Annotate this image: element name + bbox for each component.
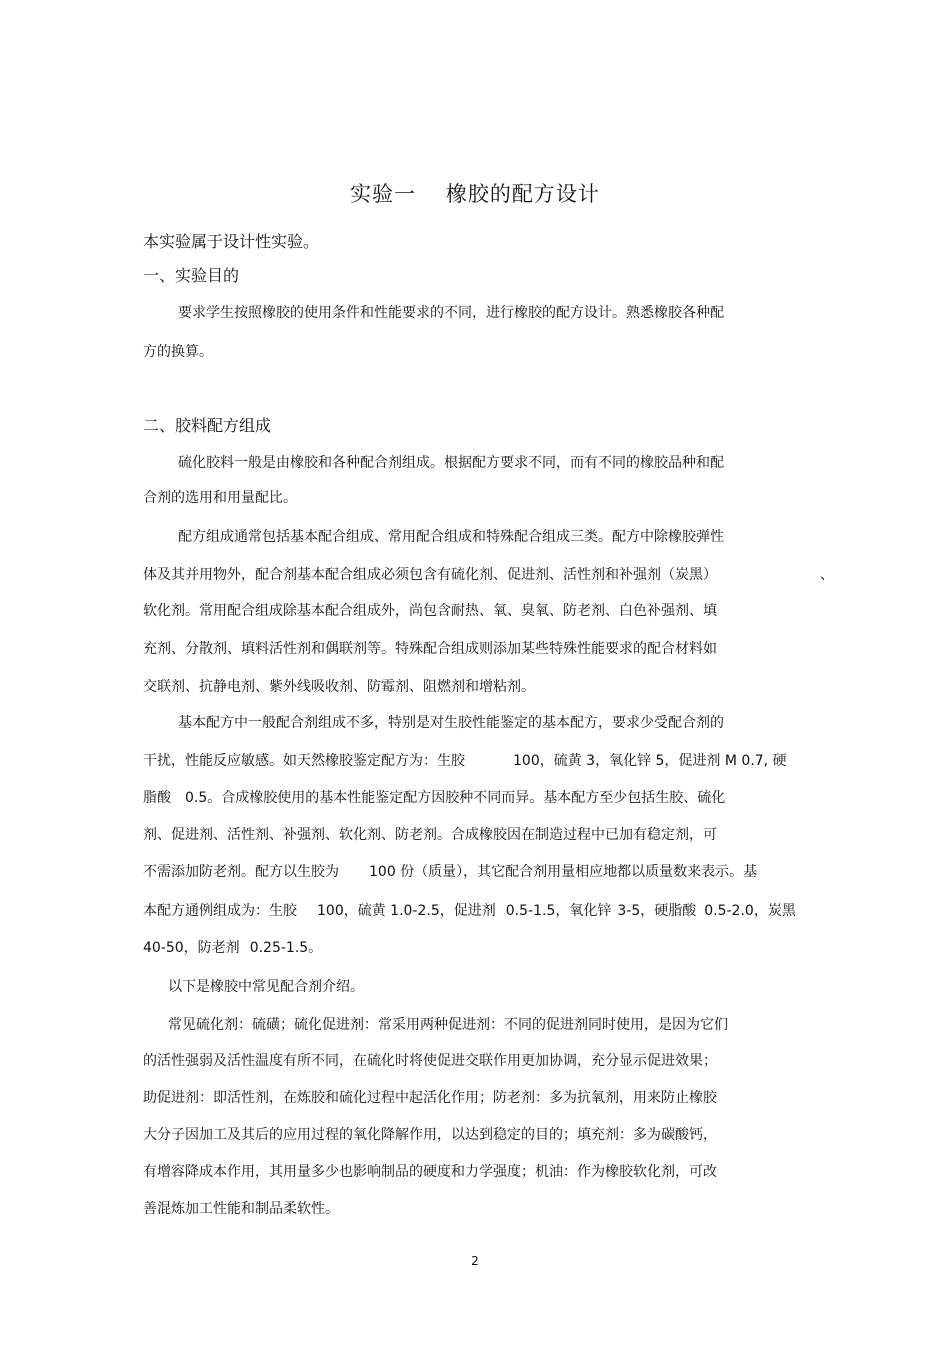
p3-line-4: 剂、促进剂、活性剂、补强剂、软化剂、防老剂。合成橡胶因在制造过程中已加有稳定剂，可 (143, 827, 717, 843)
p2-line-2: 体及其并用物外，配合剂基本配合组成必须包含有硫化剂、促进剂、活性剂和补强剂（炭黑） (143, 567, 717, 583)
section1-heading: 一、实验目的 (143, 266, 240, 285)
p4-line: 以下是橡胶中常见配合剂介绍。 (168, 979, 364, 995)
p3-line-2 (143, 750, 787, 770)
p2-line-1: 配方组成通常包括基本配合组成、常用配合组成和特殊配合组成三类。配方中除橡胶弹性 (178, 529, 724, 545)
p3-line-2-a: 干扰，性能反应敏感。如天然橡胶鉴定配方为：生胶 (143, 753, 465, 769)
intro-line: 本实验属于设计性实验。 (143, 232, 320, 251)
p3-line-7-a: 40-50，防老剂 (143, 940, 240, 956)
p3-line-6-d: 3-5，硬脂酸 (617, 903, 697, 919)
section1-line-1: 要求学生按照橡胶的使用条件和性能要求的不同，进行橡胶的配方设计。熟悉橡胶各种配 (178, 305, 724, 321)
p3-line-5 (143, 861, 757, 881)
document-title: 实验一 橡胶的配方设计 (350, 182, 600, 206)
p3-line-6-b: 100，硫黄 1.0-2.5，促进剂 (317, 903, 496, 919)
p1-line-1: 硫化胶料一般是由橡胶和各种配合剂组成。根据配方要求不同，而有不同的橡胶品种和配 (178, 455, 724, 471)
p5-line-4: 大分子因加工及其后的应用过程的氧化降解作用，以达到稳定的目的；填充剂：多为碳酸钙， (143, 1127, 717, 1143)
p2-line-5: 交联剂、抗静电剂、紫外线吸收剂、防霉剂、阻燃剂和增粘剂。 (143, 679, 535, 695)
p3-line-7-b: 0.25-1.5。 (249, 940, 323, 956)
p3-line-2-b: 100，硫黄 3，氧化锌 5，促进剂 M 0.7, 硬 (513, 753, 787, 769)
p3-line-7 (143, 937, 322, 957)
p1-line-2: 合剂的选用和用量配比。 (143, 490, 297, 506)
p3-line-6-c: 0.5-1.5，氧化锌 (505, 903, 612, 919)
p3-line-3 (143, 787, 725, 807)
p3-line-3-b: 0.5。合成橡胶使用的基本性能鉴定配方因胶种不同而异。基本配方至少包括生胶、硫化 (185, 790, 726, 806)
p2-line-4: 充剂、分散剂、填料活性剂和偶联剂等。特殊配合组成则添加某些特殊性能要求的配合材料如 (143, 641, 717, 657)
page-number: 2 (471, 1254, 479, 1268)
p3-line-6-a: 本配方通例组成为：生胶 (143, 903, 297, 919)
p5-line-6: 善混炼加工性能和制品柔软性。 (143, 1201, 339, 1217)
p5-line-2: 的活性强弱及活性温度有所不同，在硫化时将使促进交联作用更加协调，充分显示促进效果； (143, 1053, 717, 1069)
p3-line-6 (143, 900, 796, 920)
p5-line-5: 有增容降成本作用，其用量多少也影响制品的硬度和力学强度；机油：作为橡胶软化剂，可改 (143, 1164, 717, 1180)
section2-heading: 二、胶料配方组成 (143, 416, 272, 435)
p3-line-5-b: 100 份（质量），其它配合剂用量相应地都以质量数来表示。基 (369, 864, 758, 880)
section1-line-2: 方的换算。 (143, 344, 213, 360)
p5-line-1: 常见硫化剂：硫磺；硫化促进剂：常采用两种促进剂：不同的促进剂同时使用，是因为它们 (168, 1017, 728, 1033)
p3-line-1: 基本配方中一般配合剂组成不多，特别是对生胶性能鉴定的基本配方，要求少受配合剂的 (178, 715, 724, 731)
p3-line-5-a: 不需添加防老剂。配方以生胶为 (143, 864, 339, 880)
p3-line-3-a: 脂酸 (143, 790, 171, 806)
p2-line-3: 软化剂。常用配合组成除基本配合组成外，尚包含耐热、氧、臭氧、防老剂、白色补强剂、填 (143, 603, 717, 619)
p5-line-3: 助促进剂：即活性剂，在炼胶和硫化过程中起活化作用；防老剂：多为抗氧剂，用来防止橡胶 (143, 1090, 717, 1106)
p2-line-2-trailing: 、 (820, 567, 834, 583)
p3-line-6-e: 0.5-2.0，炭黑 (704, 903, 796, 919)
